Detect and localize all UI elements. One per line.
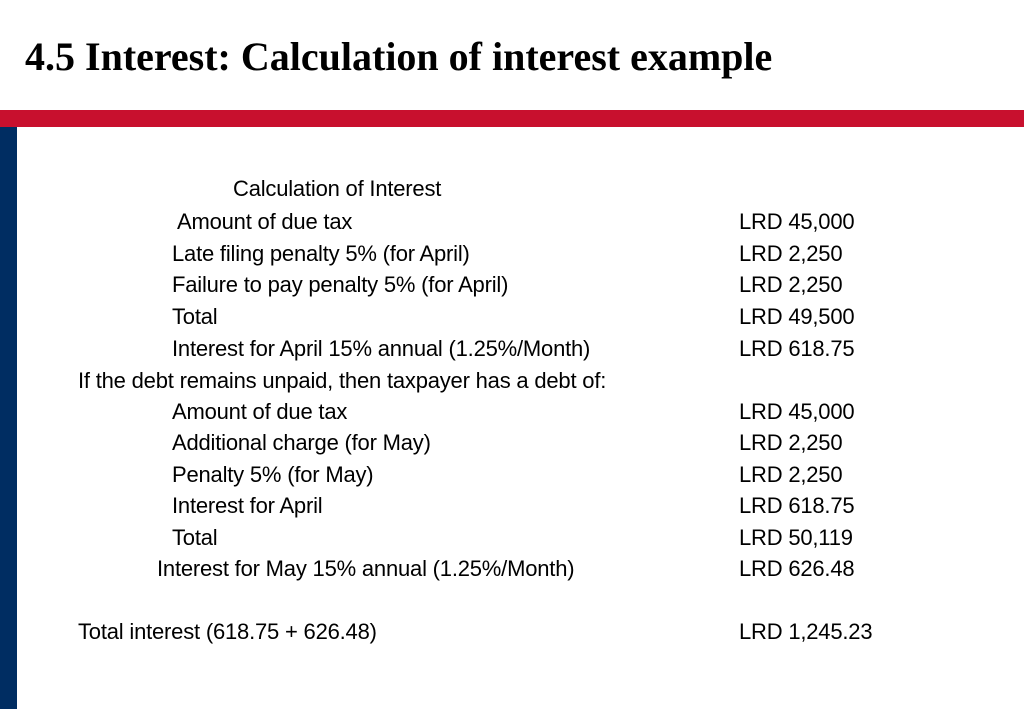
calculation-heading: Calculation of Interest (233, 176, 442, 201)
row-amount: LRD 2,250 (739, 272, 843, 297)
row-amount: LRD 50,119 (739, 525, 853, 550)
row-label: Total (172, 525, 218, 550)
row-label: Amount of due tax (172, 399, 348, 424)
row-amount: LRD 626.48 (739, 556, 855, 581)
row-amount: LRD 2,250 (739, 241, 843, 266)
row-amount: LRD 45,000 (739, 399, 855, 424)
unpaid-debt-note: If the debt remains unpaid, then taxpayer has a debt of: (78, 368, 607, 393)
row-label: Late filing penalty 5% (for April) (172, 241, 470, 266)
row-label: Additional charge (for May) (172, 430, 431, 455)
accent-band (0, 110, 1024, 127)
total-interest-label: Total interest (618.75 + 626.48) (78, 619, 377, 644)
row-amount: LRD 2,250 (739, 462, 843, 487)
total-interest-amount: LRD 1,245.23 (739, 619, 873, 644)
slide-title: 4.5 Interest: Calculation of interest example (25, 34, 773, 79)
row-label: Interest for April (172, 493, 323, 518)
row-label: Penalty 5% (for May) (172, 462, 374, 487)
row-amount: LRD 618.75 (739, 493, 855, 518)
row-label: Interest for April 15% annual (1.25%/Month) (172, 336, 591, 361)
row-label: Amount of due tax (177, 209, 353, 234)
row-amount: LRD 2,250 (739, 430, 843, 455)
side-bar (0, 127, 17, 709)
row-amount: LRD 49,500 (739, 304, 855, 329)
row-amount: LRD 45,000 (739, 209, 855, 234)
row-label: Interest for May 15% annual (1.25%/Month) (157, 556, 575, 581)
row-label: Total (172, 304, 218, 329)
row-label: Failure to pay penalty 5% (for April) (172, 272, 509, 297)
row-amount: LRD 618.75 (739, 336, 855, 361)
